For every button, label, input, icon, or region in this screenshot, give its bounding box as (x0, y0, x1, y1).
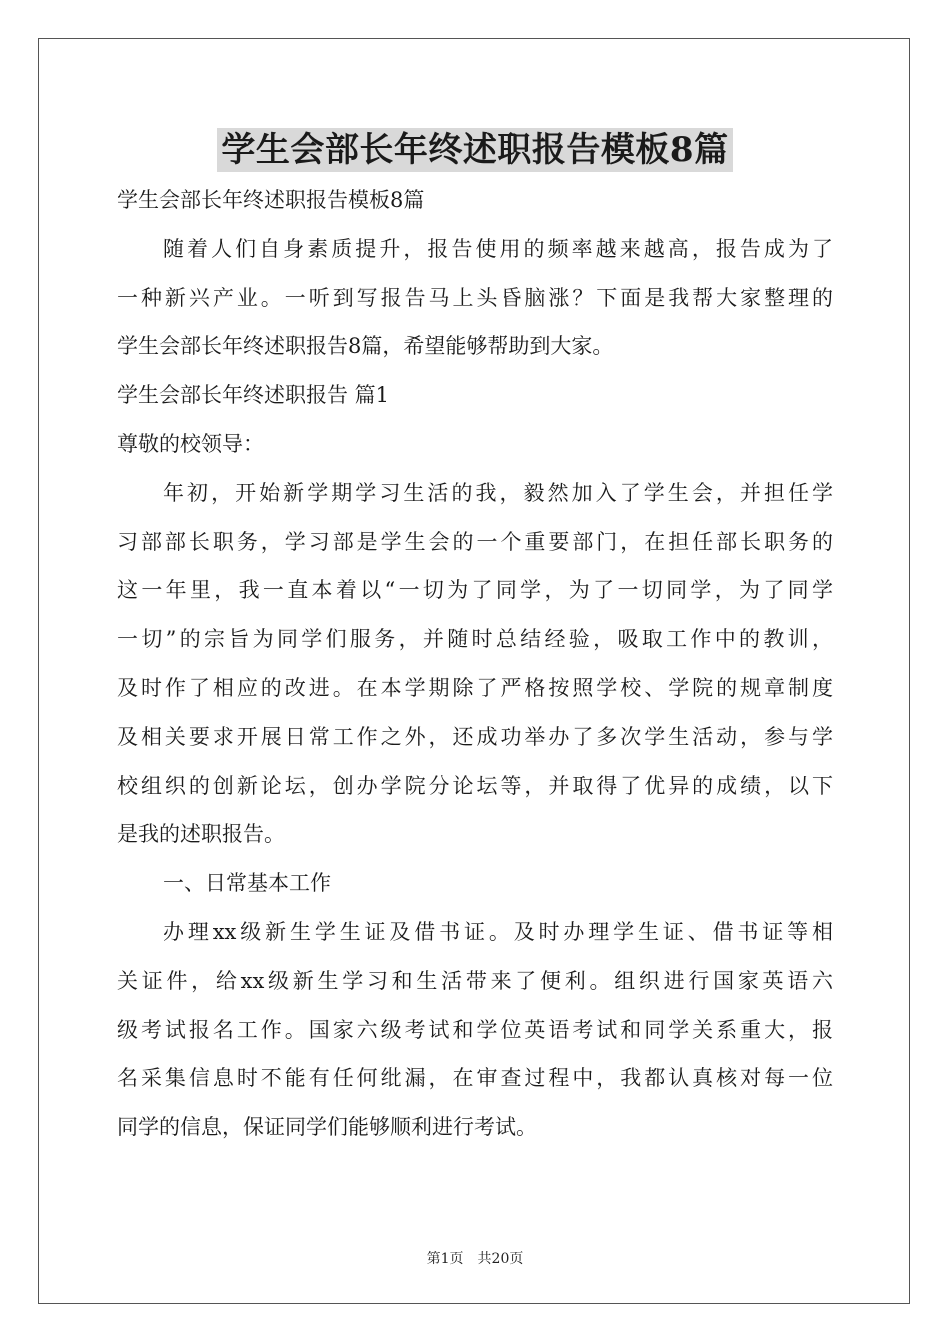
body-line: 随着人们自身素质提升，报告使用的频率越来越高，报告成为了 (163, 236, 833, 261)
page-footer: 第1页 共20页 (426, 1251, 524, 1267)
body-line: 名采集信息时不能有任何纰漏，在审查过程中，我都认真核对每一位 (117, 1066, 833, 1091)
body-line: 及相关要求开展日常工作之外，还成功举办了多次学生活动，参与学 (117, 724, 833, 749)
body-line: 一、日常基本工作 (163, 871, 331, 896)
body-line: 这一年里，我一直本着以“一切为了同学，为了一切同学，为了同学 (117, 578, 833, 603)
document-title: 学生会部长年终述职报告模板8篇 (217, 128, 732, 172)
body-line: 尊敬的校领导： (117, 431, 264, 456)
body-line: 学生会部长年终述职报告8篇，希望能够帮助到大家。 (117, 334, 614, 359)
body-line: 级考试报名工作。国家六级考试和学位英语考试和同学关系重大，报 (117, 1017, 833, 1042)
body-line: 学生会部长年终述职报告 篇1 (117, 383, 390, 408)
body-line: 及时作了相应的改进。在本学期除了严格按照学校、学院的规章制度 (117, 675, 833, 700)
body-line: 年初，开始新学期学习生活的我，毅然加入了学生会，并担任学 (163, 480, 833, 505)
body-line: 同学的信息，保证同学们能够顺利进行考试。 (117, 1115, 537, 1140)
title-wrap (0, 128, 950, 172)
body-line: 一种新兴产业。一听到写报告马上头昏脑涨？下面是我帮大家整理的 (117, 285, 833, 310)
body-line: 校组织的创新论坛，创办学院分论坛等，并取得了优异的成绩，以下 (117, 773, 833, 798)
document-body (117, 176, 833, 1152)
body-line: 习部部长职务，学习部是学生会的一个重要部门，在担任部长职务的 (117, 529, 833, 554)
body-line: 一切”的宗旨为同学们服务，并随时总结经验，吸取工作中的教训， (117, 627, 833, 652)
body-line: 学生会部长年终述职报告模板8篇 (117, 188, 425, 212)
body-line: 办理xx级新生学生证及借书证。及时办理学生证、借书证等相 (163, 919, 833, 944)
body-line: 关证件，给xx级新生学习和生活带来了便利。组织进行国家英语六 (117, 968, 833, 993)
body-line: 是我的述职报告。 (117, 822, 285, 847)
